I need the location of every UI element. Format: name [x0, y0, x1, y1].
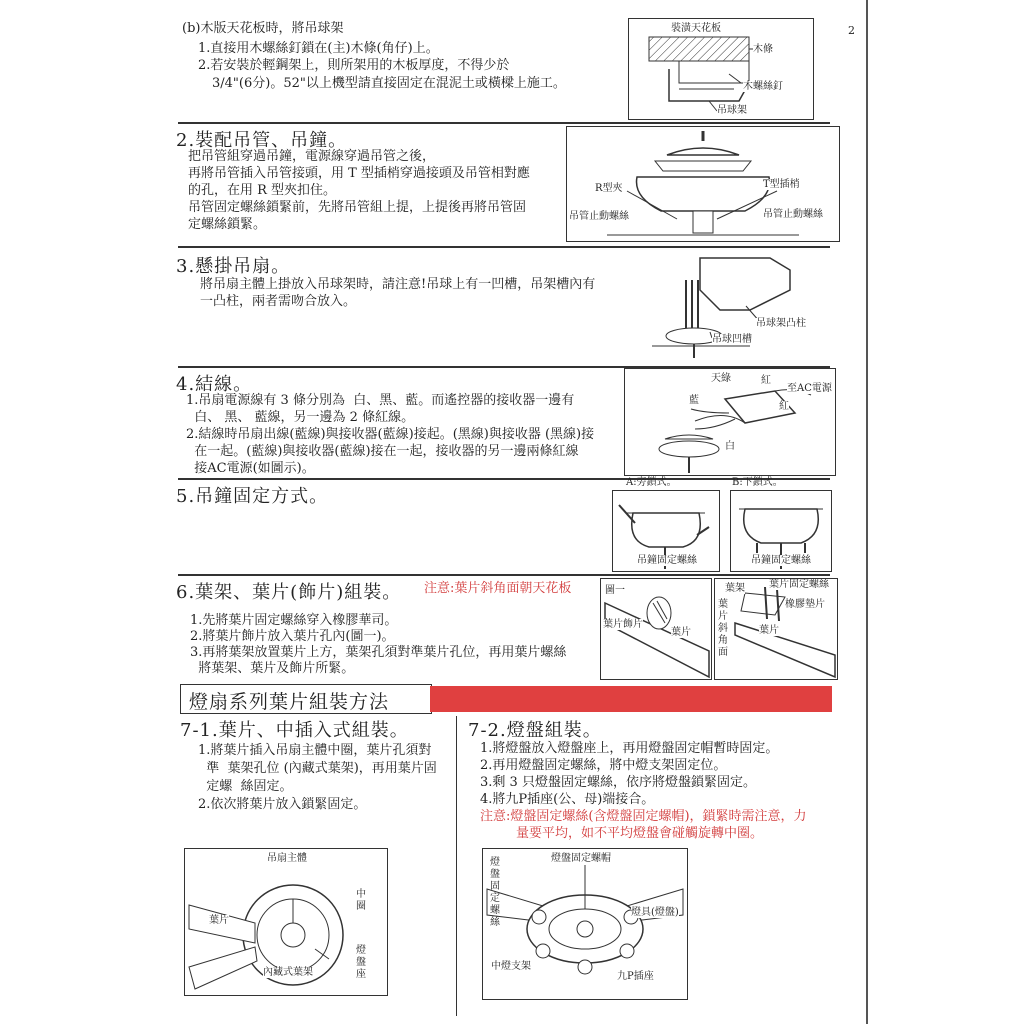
wiring-figure [624, 368, 836, 476]
sec-b-line-3: 3/4"(6分)。52"以上機型請直接固定在混泥土或橫樑上施工。 [212, 76, 566, 91]
sec2-title: 2.裝配吊管、吊鐘。 [176, 130, 348, 151]
fig-label-inner-arm: 內藏式葉架 [263, 967, 313, 978]
sec71-line-2: 準 葉架孔位 (內藏式葉架)，再用葉片固 [198, 761, 437, 776]
sec6-line-4: 將葉架、葉片及飾片所緊。 [190, 661, 355, 676]
fig-label-blade-3: 葉片 [209, 915, 229, 926]
sec2-line-2: 再將吊管插入吊管接頭，用 T 型插梢穿過接頭及吊管相對應 [188, 166, 530, 181]
hanging-figure [650, 250, 830, 360]
fig1-title: 圖一 [605, 585, 625, 596]
sec72-title: 7-2.燈盤組裝。 [468, 720, 602, 741]
sec-b-line-2: 2.若安裝於輕鋼架上，則所架用的木板厚度，不得少於 [198, 58, 510, 73]
banner-red-bar [430, 686, 832, 712]
lamp-plate-figure [482, 848, 688, 1000]
sec72-line-4: 4.將九P插座(公、母)端接合。 [480, 792, 655, 807]
sec5-title: 5.吊鐘固定方式。 [176, 486, 329, 507]
sec6-title: 6.葉架、葉片(飾片)組裝。 [176, 582, 402, 603]
fig-label-ac-power: 至AC電源 [787, 383, 832, 394]
sec2-line-5: 定螺絲鎖緊。 [188, 217, 267, 232]
sec4-line-2: 白、 黑、 藍線，另一邊為 2 條紅線。 [186, 410, 415, 425]
fig-label-blade-screw: 葉片固定螺絲 [769, 579, 829, 590]
canopy-method-b-label: B:下鎖式。 [732, 477, 783, 488]
page-number: 2 [848, 24, 855, 37]
sec71-title: 7-1.葉片、中插入式組裝。 [180, 720, 409, 741]
sec2-line-1: 把吊管組穿過吊鐘，電源線穿過吊管之後， [188, 149, 436, 164]
sec4-line-1: 1.吊扇電源線有 3 條分別為 白、黑、藍。而遙控器的接收器一邊有 [186, 393, 575, 408]
blade-insert-figure [184, 848, 388, 996]
blade-arm-figure [714, 578, 838, 680]
column-divider [456, 716, 457, 1016]
fig-label-blade-angle: 葉片斜角面 [718, 599, 728, 658]
sec72-note-2: 量要平均，如不平均燈盤會碰觸旋轉中圈。 [516, 826, 764, 841]
ceiling-bracket-drawing [629, 19, 813, 119]
sec-b-line-1: 1.直接用木螺絲釘鎖在(主)木條(角仔)上。 [198, 41, 439, 56]
fig-label-blade-arm: 葉架 [725, 583, 745, 594]
page-edge-line [866, 0, 868, 1024]
fig-label-mid-bracket: 中燈支架 [491, 961, 531, 972]
sec2-line-3: 的孔，在用 R 型夾扣住。 [188, 183, 337, 198]
fig-label-ball-groove: 吊球凹槽 [712, 334, 752, 345]
fig-label-lamp-base: 燈盤座 [356, 945, 366, 980]
sec4-line-3: 2.結線時吊扇出線(藍線)與接收器(藍線)接起。(黑線)與接收器 (黑線)接 [186, 427, 595, 442]
lamp-plate-drawing [483, 849, 687, 999]
sec72-line-3: 3.剩 3 只燈盤固定螺絲，依序將燈盤鎖緊固定。 [480, 775, 756, 790]
fig-label-stop-screw-right: 吊管止動螺絲 [763, 209, 823, 220]
sec72-note-1: 注意:燈盤固定螺絲(含燈盤固定螺帽)，鎖緊時需注意，力 [480, 809, 807, 824]
canopy-bottom-lock-figure [730, 490, 832, 572]
sec2-line-4: 吊管固定螺絲鎖緊前，先將吊管組上提，上提後再將吊管固 [188, 200, 527, 215]
fig-label-wire-sky: 天綠 [711, 373, 731, 384]
canopy-side-lock-figure [612, 490, 720, 572]
fig-label-bracket: 吊球架 [717, 105, 747, 116]
ceiling-bracket-figure [628, 18, 814, 120]
fig-label-wire-red-1: 紅 [761, 375, 771, 386]
fig-label-lamp-cap: 燈盤固定螺帽 [551, 853, 611, 864]
divider-2 [178, 246, 830, 248]
fig-label-lamp-screw: 燈盤固定螺絲 [490, 857, 500, 928]
sec72-line-2: 2.再用燈盤固定螺絲，將中燈支架固定位。 [480, 758, 727, 773]
sec4-title: 4.結線。 [176, 374, 253, 395]
canopy-method-a-label: A:旁鎖式。 [626, 477, 677, 488]
fig-label-fan-body: 吊扇主體 [267, 853, 307, 864]
sec4-line-5: 接AC電源(如圖示)。 [186, 461, 315, 476]
divider-1 [178, 122, 830, 124]
fig-label-canopy-screw-b: 吊鐘固定螺絲 [751, 555, 811, 566]
sec71-line-1: 1.將葉片插入吊扇主體中圈，葉片孔須對 [198, 743, 432, 758]
sec6-note: 注意:葉片斜角面朝天花板 [424, 581, 572, 596]
sec-b-title: (b)木版天花板時，將吊球架 [182, 21, 344, 36]
blade-decoration-figure [600, 578, 712, 680]
fig-label-wire-blue: 藍 [689, 395, 699, 406]
sec72-line-1: 1.將燈盤放入燈盤座上，再用燈盤固定帽暫時固定。 [480, 741, 779, 756]
fig-label-r-clip: R型夾 [595, 183, 623, 194]
fig-label-blade-deco: 葉片飾片 [603, 619, 643, 630]
fig-label-lamp-plate: 燈具(燈盤) [631, 907, 679, 918]
sec6-line-1: 1.先將葉片固定螺絲穿入橡膠華司。 [190, 613, 398, 628]
fig-label-wire-red-2: 紅 [779, 401, 789, 412]
sec71-line-4: 2.依次將葉片放入鎖緊固定。 [198, 797, 367, 812]
fig-label-rubber-washer: 橡膠墊片 [785, 599, 825, 610]
sec3-title: 3.懸掛吊扇。 [176, 256, 291, 277]
fig-label-blade-2: 葉片 [759, 625, 779, 636]
fig-label-stop-screw-left: 吊管止動螺絲 [569, 211, 629, 222]
sec6-line-3: 3.再將葉架放置葉片上方，葉架孔須對準葉片孔位，再用葉片螺絲 [190, 645, 567, 660]
fig-label-blade-1: 葉片 [671, 627, 691, 638]
fig-label-bracket-post: 吊球架凸柱 [756, 318, 806, 329]
sec71-line-3: 定螺 絲固定。 [198, 779, 293, 794]
fig-label-wood-strip: 木條 [753, 44, 773, 55]
fig-label-ceiling: 裝潢天花板 [671, 23, 721, 34]
sec6-line-2: 2.將葉片飾片放入葉片孔內(圖一)。 [190, 629, 395, 644]
fig-label-wood-screw: 木螺絲釘 [743, 81, 783, 92]
sec3-line-2: 一凸柱，兩者需吻合放入。 [200, 294, 357, 309]
downrod-figure [566, 126, 840, 242]
fig-label-mid-ring: 中圈 [356, 889, 366, 912]
banner-title-box [180, 684, 432, 714]
fig-label-wire-white: 白 [725, 441, 735, 452]
fig-label-canopy-screw-a: 吊鐘固定螺絲 [637, 555, 697, 566]
fig-label-9p-socket: 九P插座 [617, 971, 654, 982]
banner-title: 燈扇系列葉片組裝方法 [189, 691, 390, 713]
sec4-line-4: 在一起。(藍線)與接收器(藍線)接在一起，接收器的另一邊兩條紅線 [186, 444, 579, 459]
sec3-line-1: 將吊扇主體上掛放入吊球架時，請注意!吊球上有一凹槽，吊架槽內有 [200, 277, 596, 292]
divider-5 [178, 574, 830, 576]
fig-label-t-pin: T型插梢 [763, 179, 800, 190]
